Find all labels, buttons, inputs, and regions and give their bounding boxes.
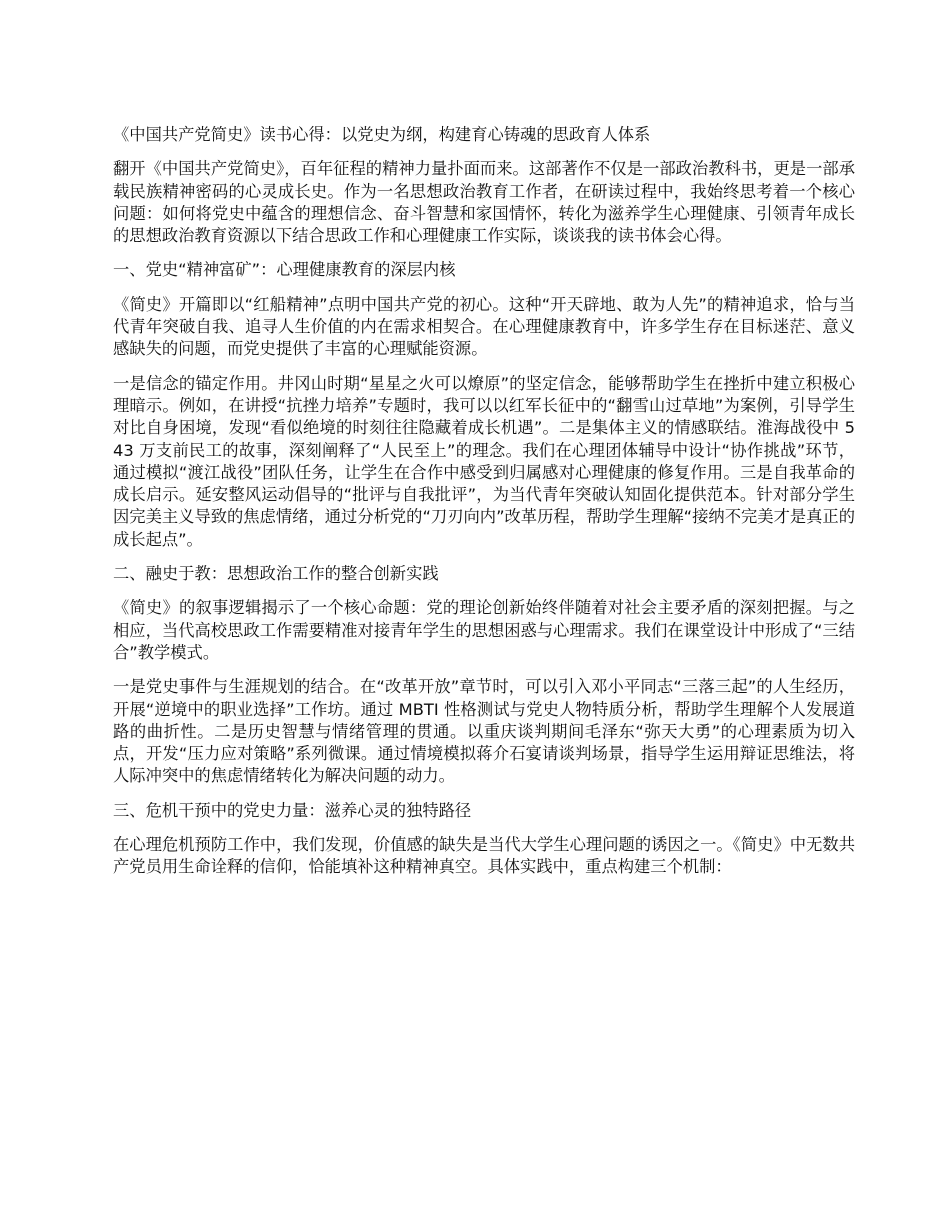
intro-paragraph: 翻开《中国共产党简史》，百年征程的精神力量扑面而来。这部著作不仅是一部政治教科书，更是一部承载民族精神密码的心灵成长史。作为一名思想政治教育工作者，在研读过程中，我始终思考着一个核心问题：如何将党史中蕴含的理想信念、奋斗智慧和家国情怀，转化为滋养学生心理健康、引领青年成长的思想政治教育资源以下结合思政工作和心理健康工作实际，谈谈我的读书体会心得。: [113, 159, 855, 246]
document-page: [113, 124, 855, 891]
body-paragraph: 《简史》的叙事逻辑揭示了一个核心命题：党的理论创新始终伴随着对社会主要矛盾的深刻把握。与之相应，当代高校思政工作需要精准对接青年学生的思想困惑与心理需求。我们在课堂设计中形成了“三结合”教学模式。: [113, 598, 855, 662]
section-heading: 一、党史“精神富矿”：心理健康教育的深层内核: [113, 260, 456, 280]
body-paragraph: 在心理危机预防工作中，我们发现，价值感的缺失是当代大学生心理问题的诱因之一。《简史》中无数共产党员用生命诠释的信仰，恰能填补这种精神真空。具体实践中，重点构建三个机制：: [113, 835, 855, 877]
document-title: 《中国共产党简史》读书心得：以党史为纲，构建育心铸魂的思政育人体系: [113, 125, 651, 144]
section-heading: 三、危机干预中的党史力量：滋养心灵的独特路径: [113, 800, 472, 820]
body-paragraph: 一是信念的锚定作用。井冈山时期“星星之火可以燎原”的坚定信念，能够帮助学生在挫折中建立积极心理暗示。例如，在讲授“抗挫力培养”专题时，我可以以红军长征中的“翻雪山过草地”为案例，引导学生对比自身困境，发现“看似绝境的时刻往往隐藏着成长机遇”。二是集体主义的情感联结。淮海战役中 543 万支前民工的故事，深刻阐释了“人民至上”的理念。我们在心理团体辅导中设计“协作挑战”环节，通过模拟“渡江战役”团队任务，让学生在合作中感受到归属感对心理健康的修复作用。三是自我革命的成长启示。延安整风运动倡导的“批评与自我批评”，为当代青年突破认知固化提供范本。针对部分学生因完美主义导致的焦虑情绪，通过分析党的“刀刃向内”改革历程，帮助学生理解“接纳不完美才是真正的成长起点”。: [113, 373, 855, 549]
body-paragraph: 一是党史事件与生涯规划的结合。在“改革开放”章节时，可以引入邓小平同志“三落三起”的人生经历，开展“逆境中的职业选择”工作坊。通过 MBTI 性格测试与党史人物特质分析，帮助学生理解个人发展道路的曲折性。二是历史智慧与情绪管理的贯通。以重庆谈判期间毛泽东“弥天大勇”的心理素质为切入点，开发“压力应对策略”系列微课。通过情境模拟蒋介石宴请谈判场景，指导学生运用辩证思维法，将人际冲突中的焦虑情绪转化为解决问题的动力。: [113, 677, 855, 786]
section-heading: 二、融史于教：思想政治工作的整合创新实践: [113, 564, 439, 584]
body-paragraph: 《简史》开篇即以“红船精神”点明中国共产党的初心。这种“开天辟地、敢为人先”的精神追求，恰与当代青年突破自我、追寻人生价值的内在需求相契合。在心理健康教育中，许多学生存在目标迷茫、意义感缺失的问题，而党史提供了丰富的心理赋能资源。: [113, 294, 855, 359]
